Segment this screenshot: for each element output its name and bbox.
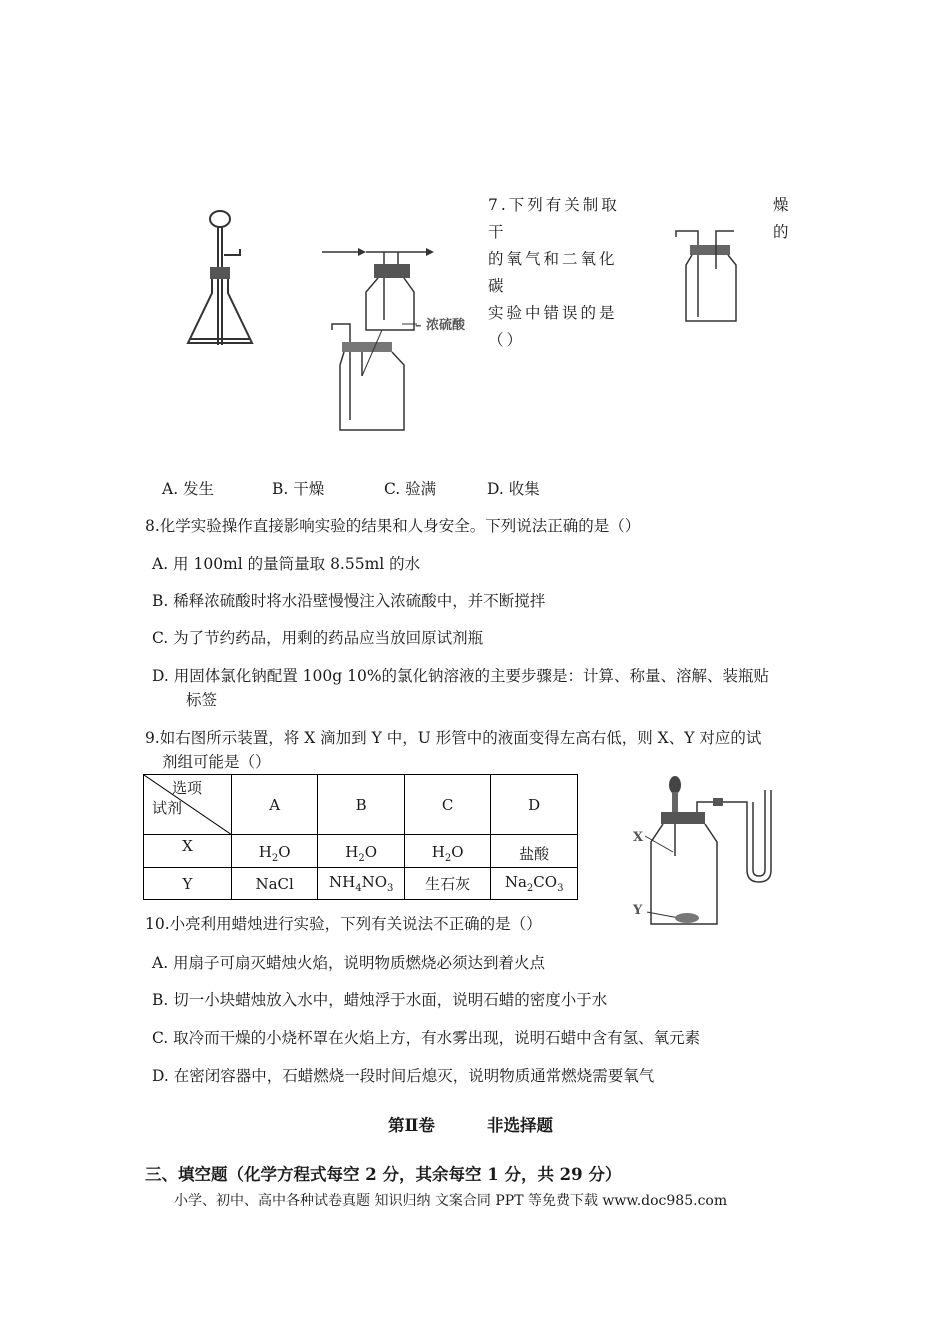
q7-stem [488,192,633,354]
q10-stem: 10.小亮利用蜡烛进行实验，下列有关说法不正确的是（） [145,915,542,933]
figure-drying-bottle [322,240,452,450]
y-b: $NH_4NO_3$ [318,868,405,900]
q10-option-a: A. 用扇子可扇灭蜡烛火焰，说明物质燃烧必须达到着火点 [152,954,546,972]
q7-line1: 7.下列有关制取干 [488,196,620,241]
section2-title-right: 非选择题 [487,1116,553,1135]
q7-option-b: B. 干燥 [272,480,325,498]
header-a: A [231,775,317,835]
q9-stem-line1: 9.如右图所示装置，将 X 滴加到 Y 中，U 形管中的液面变得左高右低，则 X、Y 对应的试 [145,729,762,747]
q8-option-d-line2: 标签 [186,691,218,709]
x-c: $H_2O$ [405,835,491,868]
q10-option-b: B. 切一小块蜡烛放入水中，蜡烛浮于水面，说明石蜡的密度小于水 [152,991,608,1009]
x-a: $H_2O$ [231,835,317,868]
q8-option-a: A. 用 100ml 的量筒量取 8.55ml 的水 [152,555,421,573]
y-c: 生石灰 [405,868,491,900]
q10-option-d: D. 在密闭容器中，石蜡燃烧一段时间后熄灭，说明物质通常燃烧需要氧气 [152,1067,655,1085]
row-x-label: X [144,835,232,868]
q7-line1-right: 燥 [773,196,792,214]
header-c: C [405,775,491,835]
section2-title-left: 第Ⅱ卷 [388,1116,435,1135]
header-d: D [491,775,578,835]
q7-option-c: C. 验满 [384,480,437,498]
q7-option-a: A. 发生 [162,480,215,498]
q8-stem: 8.化学实验操作直接影响实验的结果和人身安全。下列说法正确的是（） [145,517,641,535]
x-d: 盐酸 [491,835,578,868]
q7-line2: 的氧气和二氧化碳 [488,250,618,295]
corner-bottom-label: 试剂 [152,799,183,817]
part3-heading: 三、填空题（化学方程式每空 2 分，其余每空 1 分，共 29 分） [145,1165,622,1184]
q7-line2-right: 的 [773,223,792,241]
q7-line4: （） [488,331,526,349]
q8-option-d-line1: D. 用固体氯化钠配置 100g 10%的氯化钠溶液的主要步骤是：计算、称量、溶解、装瓶贴 [152,667,770,685]
q8-option-b: B. 稀释浓硫酸时将水沿壁慢慢注入浓硫酸中，并不断搅拌 [152,592,546,610]
q9-stem-line2: 剂组可能是（） [162,753,271,771]
table-corner-cell [144,775,232,835]
figure-label-y: Y [633,903,643,918]
footer-ad: 小学、初中、高中各种试卷真题 知识归纳 文案合同 PPT 等免费下载 www.doc985.com [174,1193,728,1209]
q8-option-c: C. 为了节约药品，用剩的药品应当放回原试剂瓶 [152,629,484,647]
x-b: $H_2O$ [318,835,405,868]
label-concentrated-sulfuric-acid: – 浓硫酸 [415,318,466,333]
header-b: B [318,775,405,835]
q10-option-c: C. 取冷而干燥的小烧杯罩在火焰上方，有水雾出现，说明石蜡中含有氢、氧元素 [152,1029,701,1047]
row-y-label: Y [144,868,232,900]
q7-line3: 实验中错误的是 [488,304,618,322]
y-d: $Na_2CO_3$ [491,868,578,900]
corner-top-label: 选项 [172,779,203,797]
q9-options-table [143,774,578,900]
q7-option-d: D. 收集 [487,480,540,498]
figure-collection-bottle [670,225,760,330]
figure-label-x: X [633,830,644,845]
figure-generator-flask [180,205,260,355]
y-a: NaCl [231,868,317,900]
figure-u-tube-apparatus [625,772,785,932]
